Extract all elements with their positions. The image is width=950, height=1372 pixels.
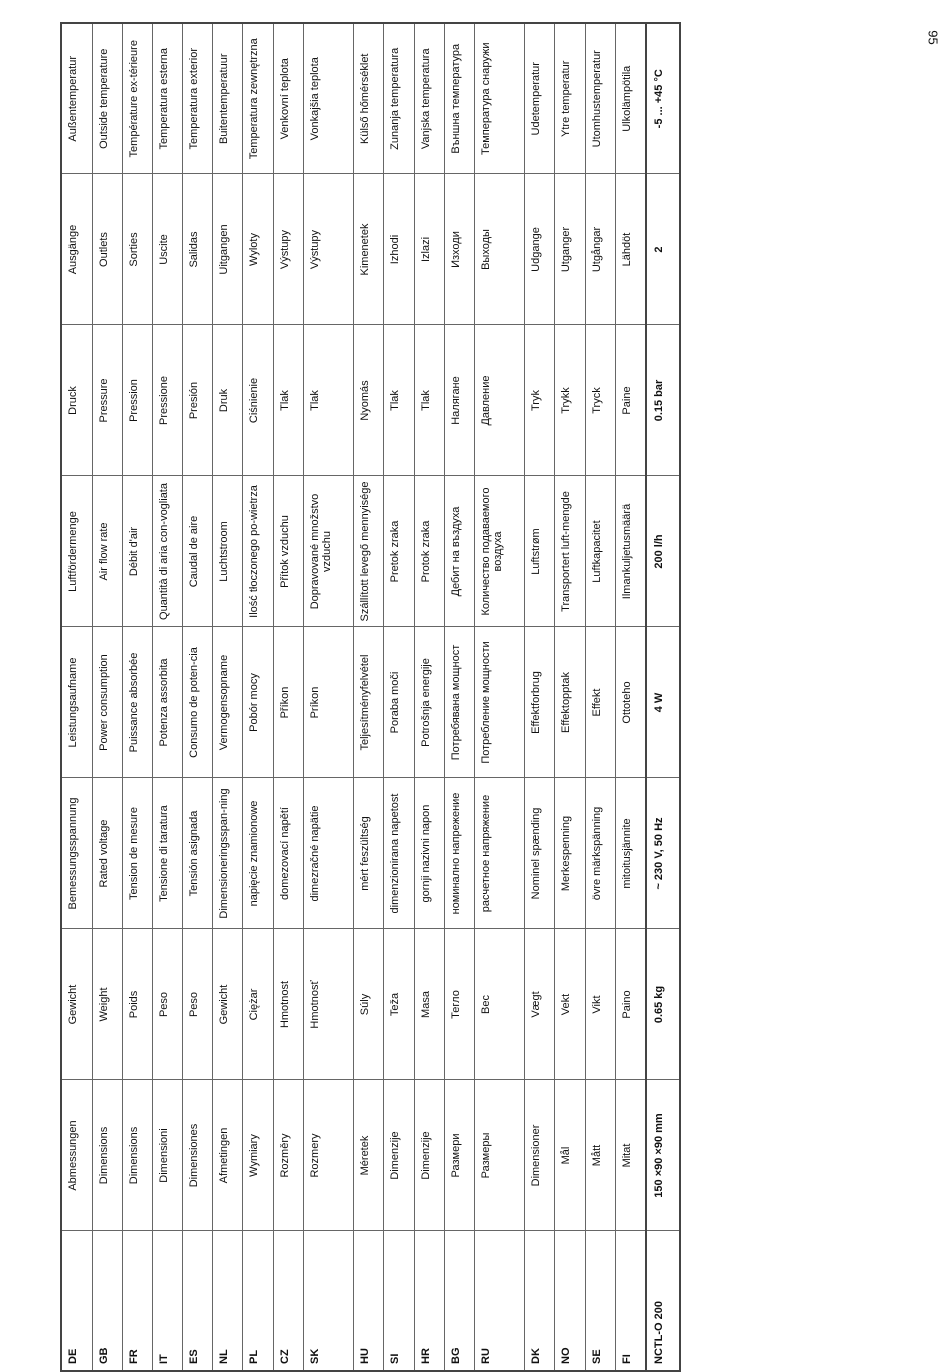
language-row: [555, 23, 585, 1371]
label-cell: Tlak: [384, 325, 414, 476]
language-code: IT: [152, 1231, 182, 1371]
label-cell: номинално напрежение: [444, 778, 474, 929]
label-cell: Débit d'air: [122, 476, 152, 627]
label-cell: Dimensioneringsspan-ning: [213, 778, 243, 929]
label-cell: Effektopptak: [555, 627, 585, 778]
language-code: GB: [92, 1231, 122, 1371]
label-cell: Ulkolämpötila: [615, 23, 646, 174]
label-cell: Dimensions: [122, 1080, 152, 1231]
label-cell: Dimensions: [92, 1080, 122, 1231]
language-row: [273, 23, 303, 1371]
language-code: NO: [555, 1231, 585, 1371]
label-cell: Külső hőmérséklet: [354, 23, 384, 174]
label-cell: Méretek: [354, 1080, 384, 1231]
label-cell: Zunanja temperatura: [384, 23, 414, 174]
language-row: [243, 23, 273, 1371]
label-cell: Utganger: [555, 174, 585, 325]
language-code: DK: [525, 1231, 555, 1371]
label-cell: Presión: [183, 325, 213, 476]
language-code: SK: [303, 1231, 353, 1371]
label-cell: Peso: [152, 929, 182, 1080]
label-cell: Dimensioner: [525, 1080, 555, 1231]
label-cell: Utgångar: [585, 174, 615, 325]
language-row: [414, 23, 444, 1371]
label-cell: Temperatura exterior: [183, 23, 213, 174]
label-cell: Температура снаружи: [474, 23, 524, 174]
model-name: NCTL-O 200: [646, 1231, 680, 1371]
label-cell: Tlak: [273, 325, 303, 476]
label-cell: Wymiary: [243, 1080, 273, 1231]
label-cell: Rozměry: [273, 1080, 303, 1231]
label-cell: Tlak: [414, 325, 444, 476]
label-cell: Tensione di taratura: [152, 778, 182, 929]
label-cell: Peso: [183, 929, 213, 1080]
language-row: [61, 23, 92, 1371]
value-cell: 200 l/h: [646, 476, 680, 627]
label-cell: mért feszültség: [354, 778, 384, 929]
spec-table-body: [61, 23, 680, 1371]
label-cell: Kimenetek: [354, 174, 384, 325]
label-cell: Příkon: [273, 627, 303, 778]
label-cell: Выходы: [474, 174, 524, 325]
label-cell: Nyomás: [354, 325, 384, 476]
label-cell: Szállított levegő mennyisége: [354, 476, 384, 627]
label-cell: Caudal de aire: [183, 476, 213, 627]
language-row: [354, 23, 384, 1371]
value-cell: 0.65 kg: [646, 929, 680, 1080]
label-cell: Teljesítményfelvétel: [354, 627, 384, 778]
label-cell: Tensión asignada: [183, 778, 213, 929]
label-cell: Udgange: [525, 174, 555, 325]
label-cell: Pression: [122, 325, 152, 476]
label-cell: Outside temperature: [92, 23, 122, 174]
label-cell: Effektforbrug: [525, 627, 555, 778]
label-cell: Udetemperatur: [525, 23, 555, 174]
label-cell: Тегло: [444, 929, 474, 1080]
label-cell: Výstupy: [273, 174, 303, 325]
value-cell: 0.15 bar: [646, 325, 680, 476]
label-cell: Air flow rate: [92, 476, 122, 627]
label-cell: Давление: [474, 325, 524, 476]
label-cell: Tension de mesure: [122, 778, 152, 929]
label-cell: Tlak: [303, 325, 353, 476]
label-cell: Merkespenning: [555, 778, 585, 929]
label-cell: Venkovní teplota: [273, 23, 303, 174]
label-cell: Výstupy: [303, 174, 353, 325]
label-cell: Príkon: [303, 627, 353, 778]
label-cell: Puissance absorbée: [122, 627, 152, 778]
label-cell: Дебит на въздуха: [444, 476, 474, 627]
label-cell: Dopravované množstvo vzduchu: [303, 476, 353, 627]
label-cell: Rozmery: [303, 1080, 353, 1231]
label-cell: Effekt: [585, 627, 615, 778]
language-code: ES: [183, 1231, 213, 1371]
label-cell: Mått: [585, 1080, 615, 1231]
label-cell: Pressure: [92, 325, 122, 476]
label-cell: Luftkapacitet: [585, 476, 615, 627]
language-row: [152, 23, 182, 1371]
label-cell: Druck: [61, 325, 92, 476]
label-cell: Buitentemperatuur: [213, 23, 243, 174]
label-cell: Poraba moči: [384, 627, 414, 778]
label-cell: Paino: [615, 929, 646, 1080]
label-cell: Sorties: [122, 174, 152, 325]
label-cell: dimezračné napätie: [303, 778, 353, 929]
label-cell: Súly: [354, 929, 384, 1080]
label-cell: Potenza assorbita: [152, 627, 182, 778]
label-cell: Abmessungen: [61, 1080, 92, 1231]
language-code: PL: [243, 1231, 273, 1371]
rotated-spec-table-container: [60, 24, 681, 1372]
label-cell: Masa: [414, 929, 444, 1080]
page-number: 95: [925, 30, 941, 45]
label-cell: Poids: [122, 929, 152, 1080]
label-cell: Außentemperatur: [61, 23, 92, 174]
label-cell: gornji nazivni napon: [414, 778, 444, 929]
language-code: SI: [384, 1231, 414, 1371]
label-cell: Dimenzije: [414, 1080, 444, 1231]
label-cell: Размеры: [474, 1080, 524, 1231]
label-cell: Protok zraka: [414, 476, 444, 627]
value-cell: 4 W: [646, 627, 680, 778]
value-cell: 2: [646, 174, 680, 325]
label-cell: Изходи: [444, 174, 474, 325]
label-cell: Uitgangen: [213, 174, 243, 325]
language-row: [183, 23, 213, 1371]
label-cell: Tryck: [585, 325, 615, 476]
label-cell: domezovací napětí: [273, 778, 303, 929]
value-cell: ~ 230 V, 50 Hz: [646, 778, 680, 929]
value-cell: 150 ×90 ×90 mm: [646, 1080, 680, 1231]
label-cell: Luftstrøm: [525, 476, 555, 627]
label-cell: Salidas: [183, 174, 213, 325]
label-cell: Dimensiones: [183, 1080, 213, 1231]
label-cell: Ilość tłoczonego po-wietrza: [243, 476, 273, 627]
language-code: SE: [585, 1231, 615, 1371]
label-cell: napięcie znamionowe: [243, 778, 273, 929]
language-row: [384, 23, 414, 1371]
label-cell: Gewicht: [213, 929, 243, 1080]
language-code: NL: [213, 1231, 243, 1371]
label-cell: Количество подаваемого воздуха: [474, 476, 524, 627]
label-cell: Luchtstroom: [213, 476, 243, 627]
label-cell: Vekt: [555, 929, 585, 1080]
language-code: BG: [444, 1231, 474, 1371]
label-cell: Izlazi: [414, 174, 444, 325]
label-cell: Bemessungsspannung: [61, 778, 92, 929]
label-cell: Trykk: [555, 325, 585, 476]
label-cell: Mitat: [615, 1080, 646, 1231]
label-cell: Afmetingen: [213, 1080, 243, 1231]
label-cell: mitoitusjännite: [615, 778, 646, 929]
label-cell: Ciężar: [243, 929, 273, 1080]
label-cell: Přítok vzduchu: [273, 476, 303, 627]
label-cell: dimenzionirana napetost: [384, 778, 414, 929]
label-cell: Vægt: [525, 929, 555, 1080]
value-cell: -5 ... +45 °C: [646, 23, 680, 174]
label-cell: Mål: [555, 1080, 585, 1231]
language-code: FI: [615, 1231, 646, 1371]
label-cell: Ausgänge: [61, 174, 92, 325]
label-cell: Druk: [213, 325, 243, 476]
label-cell: Налягане: [444, 325, 474, 476]
label-cell: Nominel spænding: [525, 778, 555, 929]
label-cell: Weight: [92, 929, 122, 1080]
label-cell: Dimensioni: [152, 1080, 182, 1231]
label-cell: Consumo de poten-cia: [183, 627, 213, 778]
label-cell: расчетное напряжение: [474, 778, 524, 929]
label-cell: Външна температура: [444, 23, 474, 174]
label-cell: Ciśnienie: [243, 325, 273, 476]
label-cell: Ottoteho: [615, 627, 646, 778]
label-cell: Temperatura esterna: [152, 23, 182, 174]
label-cell: Размери: [444, 1080, 474, 1231]
label-cell: Ytre temperatur: [555, 23, 585, 174]
language-code: HR: [414, 1231, 444, 1371]
label-cell: Quantità di aria con-vogliata: [152, 476, 182, 627]
label-cell: Transportert luft-mengde: [555, 476, 585, 627]
label-cell: Leistungsaufname: [61, 627, 92, 778]
label-cell: Vanjska temperatura: [414, 23, 444, 174]
language-row: [444, 23, 474, 1371]
label-cell: Rated voltage: [92, 778, 122, 929]
label-cell: Потребление мощности: [474, 627, 524, 778]
label-cell: Pobór mocy: [243, 627, 273, 778]
language-row: [525, 23, 555, 1371]
label-cell: Pressione: [152, 325, 182, 476]
label-cell: Pretok zraka: [384, 476, 414, 627]
label-cell: Luftfördermenge: [61, 476, 92, 627]
language-code: FR: [122, 1231, 152, 1371]
label-cell: Gewicht: [61, 929, 92, 1080]
language-row: [122, 23, 152, 1371]
label-cell: Hmotnost: [273, 929, 303, 1080]
label-cell: Uscite: [152, 174, 182, 325]
language-row: [615, 23, 646, 1371]
label-cell: Paine: [615, 325, 646, 476]
label-cell: Potrošnja energije: [414, 627, 444, 778]
spec-table: [60, 22, 681, 1372]
label-cell: Outlets: [92, 174, 122, 325]
label-cell: Izhodi: [384, 174, 414, 325]
label-cell: Vikt: [585, 929, 615, 1080]
label-cell: Température ex-térieure: [122, 23, 152, 174]
label-cell: Wyloty: [243, 174, 273, 325]
label-cell: Power consumption: [92, 627, 122, 778]
model-values-row: [646, 23, 680, 1371]
language-code: DE: [61, 1231, 92, 1371]
label-cell: Utomhustemperatur: [585, 23, 615, 174]
language-row: [474, 23, 524, 1371]
label-cell: Вес: [474, 929, 524, 1080]
label-cell: Vonkajšia teplota: [303, 23, 353, 174]
label-cell: Tryk: [525, 325, 555, 476]
label-cell: Vermogensopname: [213, 627, 243, 778]
language-code: CZ: [273, 1231, 303, 1371]
language-row: [585, 23, 615, 1371]
label-cell: Потребявана мощност: [444, 627, 474, 778]
label-cell: Ilmankuljetusmäärä: [615, 476, 646, 627]
language-code: HU: [354, 1231, 384, 1371]
language-code: RU: [474, 1231, 524, 1371]
language-row: [213, 23, 243, 1371]
label-cell: Dimenzije: [384, 1080, 414, 1231]
language-row: [92, 23, 122, 1371]
label-cell: Teža: [384, 929, 414, 1080]
label-cell: övre märkspänning: [585, 778, 615, 929]
language-row: [303, 23, 353, 1371]
label-cell: Temperatura zewnętrzna: [243, 23, 273, 174]
label-cell: Lähdöt: [615, 174, 646, 325]
label-cell: Hmotnosť: [303, 929, 353, 1080]
